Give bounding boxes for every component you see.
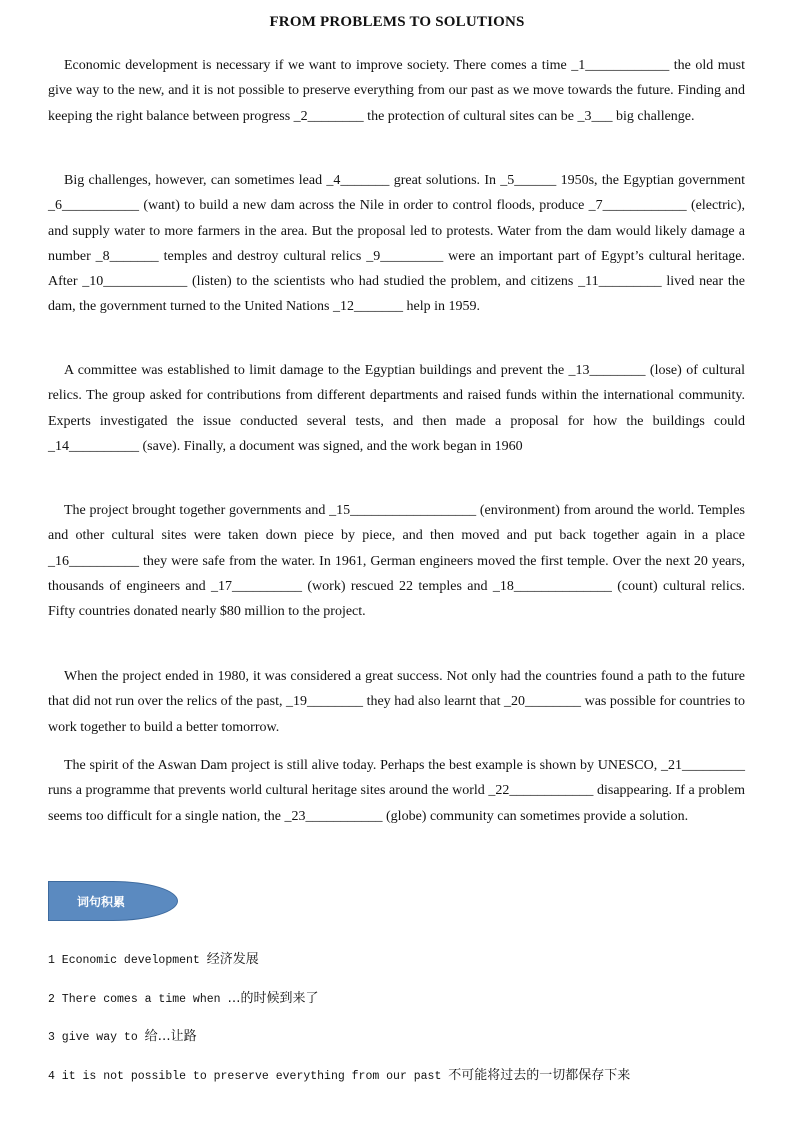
paragraph-2: Big challenges, however, can sometimes lead _4_______ great solutions. In _5______ 1950s, the Egyptian government _6___________ (want) to build a new dam across the Nile in order to control floods, produce _7____________ (electric), and supply water to more farmers in the area. But the proposal led to protests. Water from the dam would likely damage a number _8_______ temples and destroy cultural relics _9_________ were an important part of Egypt’s cultural heritage. After _10____________ (listen) to the scientists who had studied the problem, and citizens _11_________ lived near the dam, the government turned to the United Nations _12_______ help in 1959. [48,173,745,315]
vocab-item [48,1025,197,1044]
vocab-english: 3 give way to [48,1031,138,1044]
vocab-chinese: 不可能将过去的一切都保存下来 [448,1068,631,1083]
vocab-item [48,987,318,1006]
vocab-english: 2 There comes a time when [48,993,221,1006]
vocab-english: 4 it is not possible to preserve everything from our past [48,1070,442,1083]
vocab-english: 1 Economic development [48,954,200,967]
page-title: FROM PROBLEMS TO SOLUTIONS [269,14,525,30]
vocab-chinese: 经济发展 [206,952,259,967]
paragraph-6: The spirit of the Aswan Dam project is still alive today. Perhaps the best example is shown by UNESCO, _21_________ runs a programme that prevents world cultural heritage sites around the world _22____________ disappearing. If a problem seems too difficult for a single nation, the _23___________ (globe) community can sometimes provide a solution. [48,758,745,824]
vocab-item [48,1064,630,1083]
banner-label: 词句积累 [77,895,126,909]
vocab-chinese: 给…让路 [144,1029,197,1044]
vocab-chinese: …的时候到来了 [227,991,319,1006]
paragraph-5: When the project ended in 1980, it was considered a great success. Not only had the countries found a path to the future that did not run over the relics of the past, _19________ they had also learnt that _20________ was possible for countries to work together to build a better tomorrow. [48,669,745,735]
section-banner [48,881,178,921]
paragraph-1: Economic development is necessary if we want to improve society. There comes a time _1____________ the old must give way to the new, and it is not possible to preserve everything from our past as we move towards the future. Finding and keeping the right balance between progress _2________ the protection of cultural sites can be _3___ big challenge. [48,58,745,124]
paragraph-4: The project brought together governments and _15__________________ (environment) from around the world. Temples and other cultural sites were taken down piece by piece, and then moved and put back together again in a place _16__________ they were safe from the water. In 1961, German engineers moved the first temple. Over the next 20 years, thousands of engineers and _17__________ (work) rescued 22 temples and _18______________ (count) cultural relics. Fifty countries donated nearly $80 million to the project. [48,503,745,620]
vocab-item [48,948,259,967]
paragraph-3: A committee was established to limit damage to the Egyptian buildings and prevent the _13________ (lose) of cultural relics. The group asked for contributions from different departments and raised funds within the international community. Experts investigated the issue conducted several tests, and then made a proposal for how the buildings could _14__________ (save). Finally, a document was signed, and the work began in 1960 [48,363,745,454]
